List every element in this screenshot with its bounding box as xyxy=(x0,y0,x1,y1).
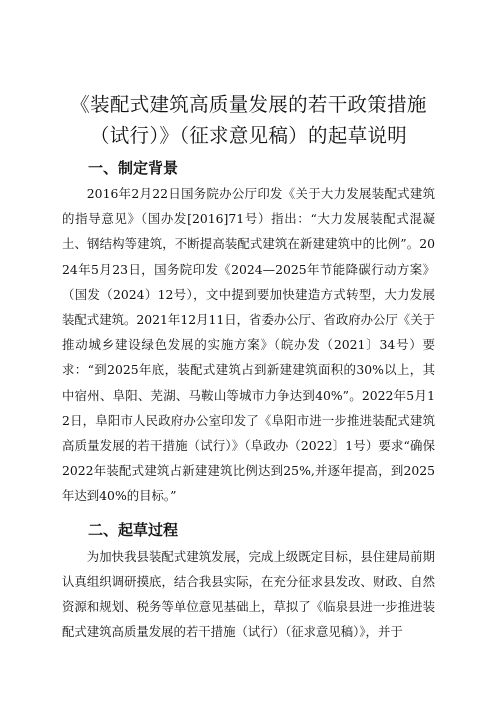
section-2-paragraph: 为加快我县装配式建筑发展，完成上级既定目标，县住建局前期认真组织调研摸底，结合我县实际，在充分征求县发改、财政、自然资源和规划、税务等单位意见基础上，草拟了《临泉县进一步推进装配式建筑高质量发展的若干措施（试行）（征求意见稿）》，并于 xyxy=(62,548,435,640)
section-1-heading: 一、制定背景 xyxy=(88,159,179,177)
section-2-heading: 二、起草过程 xyxy=(88,520,179,539)
document-title xyxy=(62,0,435,151)
title-line-2: （试行）》（征求意见稿）的起草说明 xyxy=(89,124,408,147)
section-1-paragraph: 2016年2月22日国务院办公厅印发《关于大力发展装配式建筑的指导意见》（国办发[2016]71号）指出：“大力发展装配式混凝土、钢结构等建筑，不断提高装配式建筑在新建建筑中的比例”。2024年5月23日，国务院印发《2024—2025年节能降碳行动方案》（国发（2024）12号），文中提到要加快建造方式转型，大力发展装配式建筑。2021年12月11日，省委办公厅、省政府办公厅《关于推动城乡建设绿色发展的实施方案》（皖办发（2021〕34号）要求：“到2025年底，装配式建筑占到新建建筑面积的30%以上，其中宿州、阜阳、芜湖、马鞍山等城市力争达到40%”。2022年5月12日，阜阳市人民政府办公室印发了《阜阳市进一步推进装配式建筑高质量发展的若干措施（试行）》（阜政办（2022〕1号）要求“确保2022年装配式建筑占新建建筑比例达到25%,并逐年提高，到2025年达到40%的目标。” xyxy=(62,186,435,504)
title-line-1: 《装配式建筑高质量发展的若干政策措施 xyxy=(70,93,427,116)
